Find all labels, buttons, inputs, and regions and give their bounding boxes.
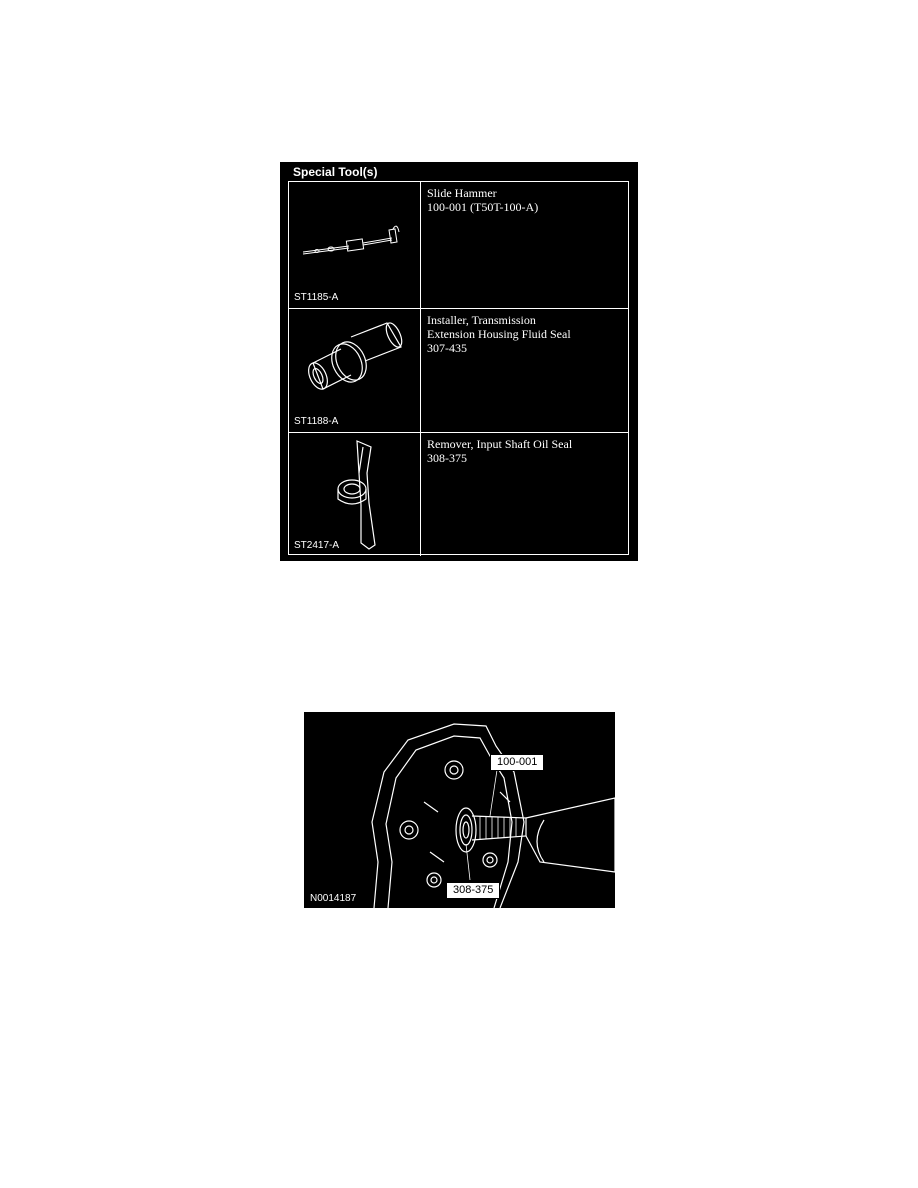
tool-code: ST2417-A (294, 540, 340, 551)
tool-description-line: 307-435 (427, 341, 467, 355)
tool-description-line: Remover, Input Shaft Oil Seal (427, 437, 573, 451)
callout-308-375: 308-375 (446, 882, 500, 899)
tool-image-cell (289, 433, 421, 556)
tool-row-oil-seal-remover (289, 432, 628, 556)
tool-description-line: Installer, Transmission (427, 313, 536, 327)
tool-description (427, 437, 623, 465)
tool-image-cell (289, 309, 421, 432)
tool-description-line: Extension Housing Fluid Seal (427, 327, 571, 341)
tool-row-slide-hammer (289, 182, 628, 308)
oil-seal-remover-icon (289, 433, 421, 557)
tool-row-seal-installer (289, 308, 628, 432)
tool-description-line: 308-375 (427, 451, 467, 465)
tool-description (427, 186, 623, 214)
seal-installer-icon (289, 309, 421, 433)
seal-removal-illustration (304, 712, 615, 908)
tool-code: ST1188-A (294, 416, 339, 427)
tool-description-line: 100-001 (T50T-100-A) (427, 200, 539, 214)
transmission-housing-drawing (304, 712, 615, 908)
tool-description-line: Slide Hammer (427, 186, 497, 200)
special-tools-heading: Special Tool(s) (293, 165, 378, 179)
special-tools-table (280, 162, 638, 561)
callout-100-001: 100-001 (490, 754, 544, 771)
slide-hammer-icon (289, 182, 421, 308)
special-tools-grid (288, 181, 629, 555)
tool-code: ST1185-A (294, 292, 339, 303)
tool-description (427, 313, 623, 355)
tool-image-cell (289, 182, 421, 308)
figure-id: N0014187 (310, 893, 357, 904)
